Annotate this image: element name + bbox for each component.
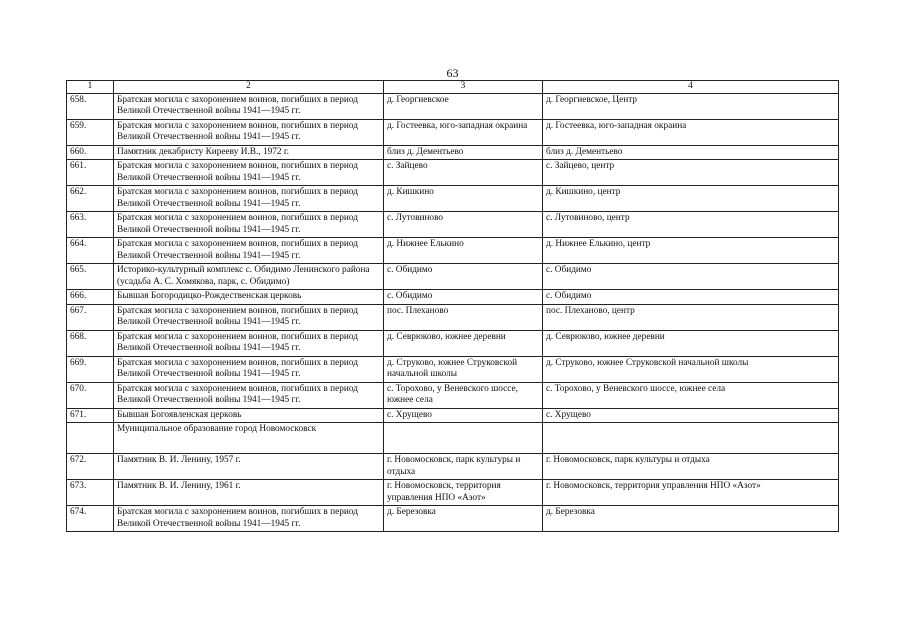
table-row <box>67 304 839 330</box>
location: г. Новомосковск, парк культуры и отдыха <box>384 454 543 480</box>
section-empty-cell <box>67 423 114 454</box>
row-number: 662. <box>67 186 114 212</box>
table-row <box>67 212 839 238</box>
row-number: 665. <box>67 264 114 290</box>
object-name: Памятник В. И. Ленину, 1961 г. <box>114 480 384 506</box>
row-number: 668. <box>67 330 114 356</box>
row-number: 664. <box>67 238 114 264</box>
row-number: 658. <box>67 93 114 119</box>
table-row <box>67 356 839 382</box>
table-row <box>67 382 839 408</box>
location: д. Струково, южнее Струковской начальной школы <box>384 356 543 382</box>
location-detail: д. Севрюково, южнее деревни <box>543 330 839 356</box>
location-detail: г. Новомосковск, парк культуры и отдыха <box>543 454 839 480</box>
table-row <box>67 93 839 119</box>
table-row <box>67 506 839 532</box>
object-name: Братская могила с захоронением воинов, погибших в период Великой Отечественной войны 1941—1945 гг. <box>114 93 384 119</box>
location-detail: с. Лутовиново, центр <box>543 212 839 238</box>
row-number: 663. <box>67 212 114 238</box>
object-name: Братская могила с захоронением воинов, погибших в период Великой Отечественной войны 1941—1945 гг. <box>114 506 384 532</box>
object-name: Братская могила с захоронением воинов, погибших в период Великой Отечественной войны 1941—1945 гг. <box>114 356 384 382</box>
location: с. Обидимо <box>384 290 543 305</box>
row-number: 660. <box>67 145 114 160</box>
column-header-1: 1 <box>67 81 114 94</box>
page-number: 63 <box>446 66 459 80</box>
object-name: Бывшая Богородицко-Рождественская церковь <box>114 290 384 305</box>
object-name: Памятник декабристу Кирееву И.В., 1972 г. <box>114 145 384 160</box>
row-number: 659. <box>67 119 114 145</box>
location-detail: г. Новомосковск, территория управления НПО «Азот» <box>543 480 839 506</box>
row-number: 672. <box>67 454 114 480</box>
table-row <box>67 290 839 305</box>
location: с. Обидимо <box>384 264 543 290</box>
column-header-3: 3 <box>384 81 543 94</box>
table-row <box>67 264 839 290</box>
object-name: Братская могила с захоронением воинов, погибших в период Великой Отечественной войны 1941—1945 гг. <box>114 382 384 408</box>
location-detail: с. Зайцево, центр <box>543 160 839 186</box>
row-number: 669. <box>67 356 114 382</box>
column-header-2: 2 <box>114 81 384 94</box>
location-detail: д. Кишкино, центр <box>543 186 839 212</box>
object-name: Братская могила с захоронением воинов, погибших в период Великой Отечественной войны 1941—1945 гг. <box>114 186 384 212</box>
row-number: 670. <box>67 382 114 408</box>
location: близ д. Дементьево <box>384 145 543 160</box>
object-name: Памятник В. И. Ленину, 1957 г. <box>114 454 384 480</box>
location: с. Торохово, у Веневского шоссе, южнее села <box>384 382 543 408</box>
location: с. Хрущево <box>384 408 543 423</box>
location: д. Георгиевское <box>384 93 543 119</box>
section-empty-cell <box>543 423 839 454</box>
object-name: Братская могила с захоронением воинов, погибших в период Великой Отечественной войны 1941—1945 гг. <box>114 238 384 264</box>
location: д. Березовка <box>384 506 543 532</box>
table-row <box>67 408 839 423</box>
object-name: Братская могила с захоронением воинов, погибших в период Великой Отечественной войны 1941—1945 гг. <box>114 304 384 330</box>
row-number: 661. <box>67 160 114 186</box>
table-row <box>67 145 839 160</box>
location: д. Севрюково, южнее деревни <box>384 330 543 356</box>
section-row <box>67 423 839 454</box>
table-row <box>67 186 839 212</box>
row-number: 671. <box>67 408 114 423</box>
object-name: Историко-культурный комплекс с. Обидимо Ленинского района (усадьба А. С. Хомякова, парк, с. Обидимо) <box>114 264 384 290</box>
location-detail: пос. Плеханово, центр <box>543 304 839 330</box>
monuments-table <box>66 80 839 532</box>
section-empty-cell <box>384 423 543 454</box>
table-row <box>67 238 839 264</box>
location: с. Зайцево <box>384 160 543 186</box>
table-row <box>67 480 839 506</box>
location: пос. Плеханово <box>384 304 543 330</box>
object-name: Братская могила с захоронением воинов, погибших в период Великой Отечественной войны 1941—1945 гг. <box>114 119 384 145</box>
location-detail: д. Гостеевка, юго-западная окраина <box>543 119 839 145</box>
column-header-4: 4 <box>543 81 839 94</box>
location-detail: д. Березовка <box>543 506 839 532</box>
location: с. Лутовиново <box>384 212 543 238</box>
table-row <box>67 454 839 480</box>
location: д. Нижнее Елькино <box>384 238 543 264</box>
location-detail: с. Торохово, у Веневского шоссе, южнее села <box>543 382 839 408</box>
location: д. Кишкино <box>384 186 543 212</box>
section-title: Муниципальное образование город Новомосковск <box>114 423 384 454</box>
row-number: 673. <box>67 480 114 506</box>
object-name: Братская могила с захоронением воинов, погибших в период Великой Отечественной войны 1941—1945 гг. <box>114 160 384 186</box>
table-row <box>67 160 839 186</box>
object-name: Братская могила с захоронением воинов, погибших в период Великой Отечественной войны 1941—1945 гг. <box>114 212 384 238</box>
row-number: 674. <box>67 506 114 532</box>
row-number: 667. <box>67 304 114 330</box>
column-header-row <box>67 81 839 94</box>
location-detail: д. Струково, южнее Струковской начальной школы <box>543 356 839 382</box>
location: д. Гостеевка, юго-западная окраина <box>384 119 543 145</box>
table-row <box>67 119 839 145</box>
location-detail: с. Обидимо <box>543 264 839 290</box>
table-row <box>67 330 839 356</box>
location-detail: д. Георгиевское, Центр <box>543 93 839 119</box>
row-number: 666. <box>67 290 114 305</box>
location-detail: близ д. Дементьево <box>543 145 839 160</box>
location: г. Новомосковск, территория управления НПО «Азот» <box>384 480 543 506</box>
object-name: Братская могила с захоронением воинов, погибших в период Великой Отечественной войны 1941—1945 гг. <box>114 330 384 356</box>
object-name: Бывшая Богоявленская церковь <box>114 408 384 423</box>
location-detail: с. Обидимо <box>543 290 839 305</box>
location-detail: д. Нижнее Елькино, центр <box>543 238 839 264</box>
location-detail: с. Хрущево <box>543 408 839 423</box>
